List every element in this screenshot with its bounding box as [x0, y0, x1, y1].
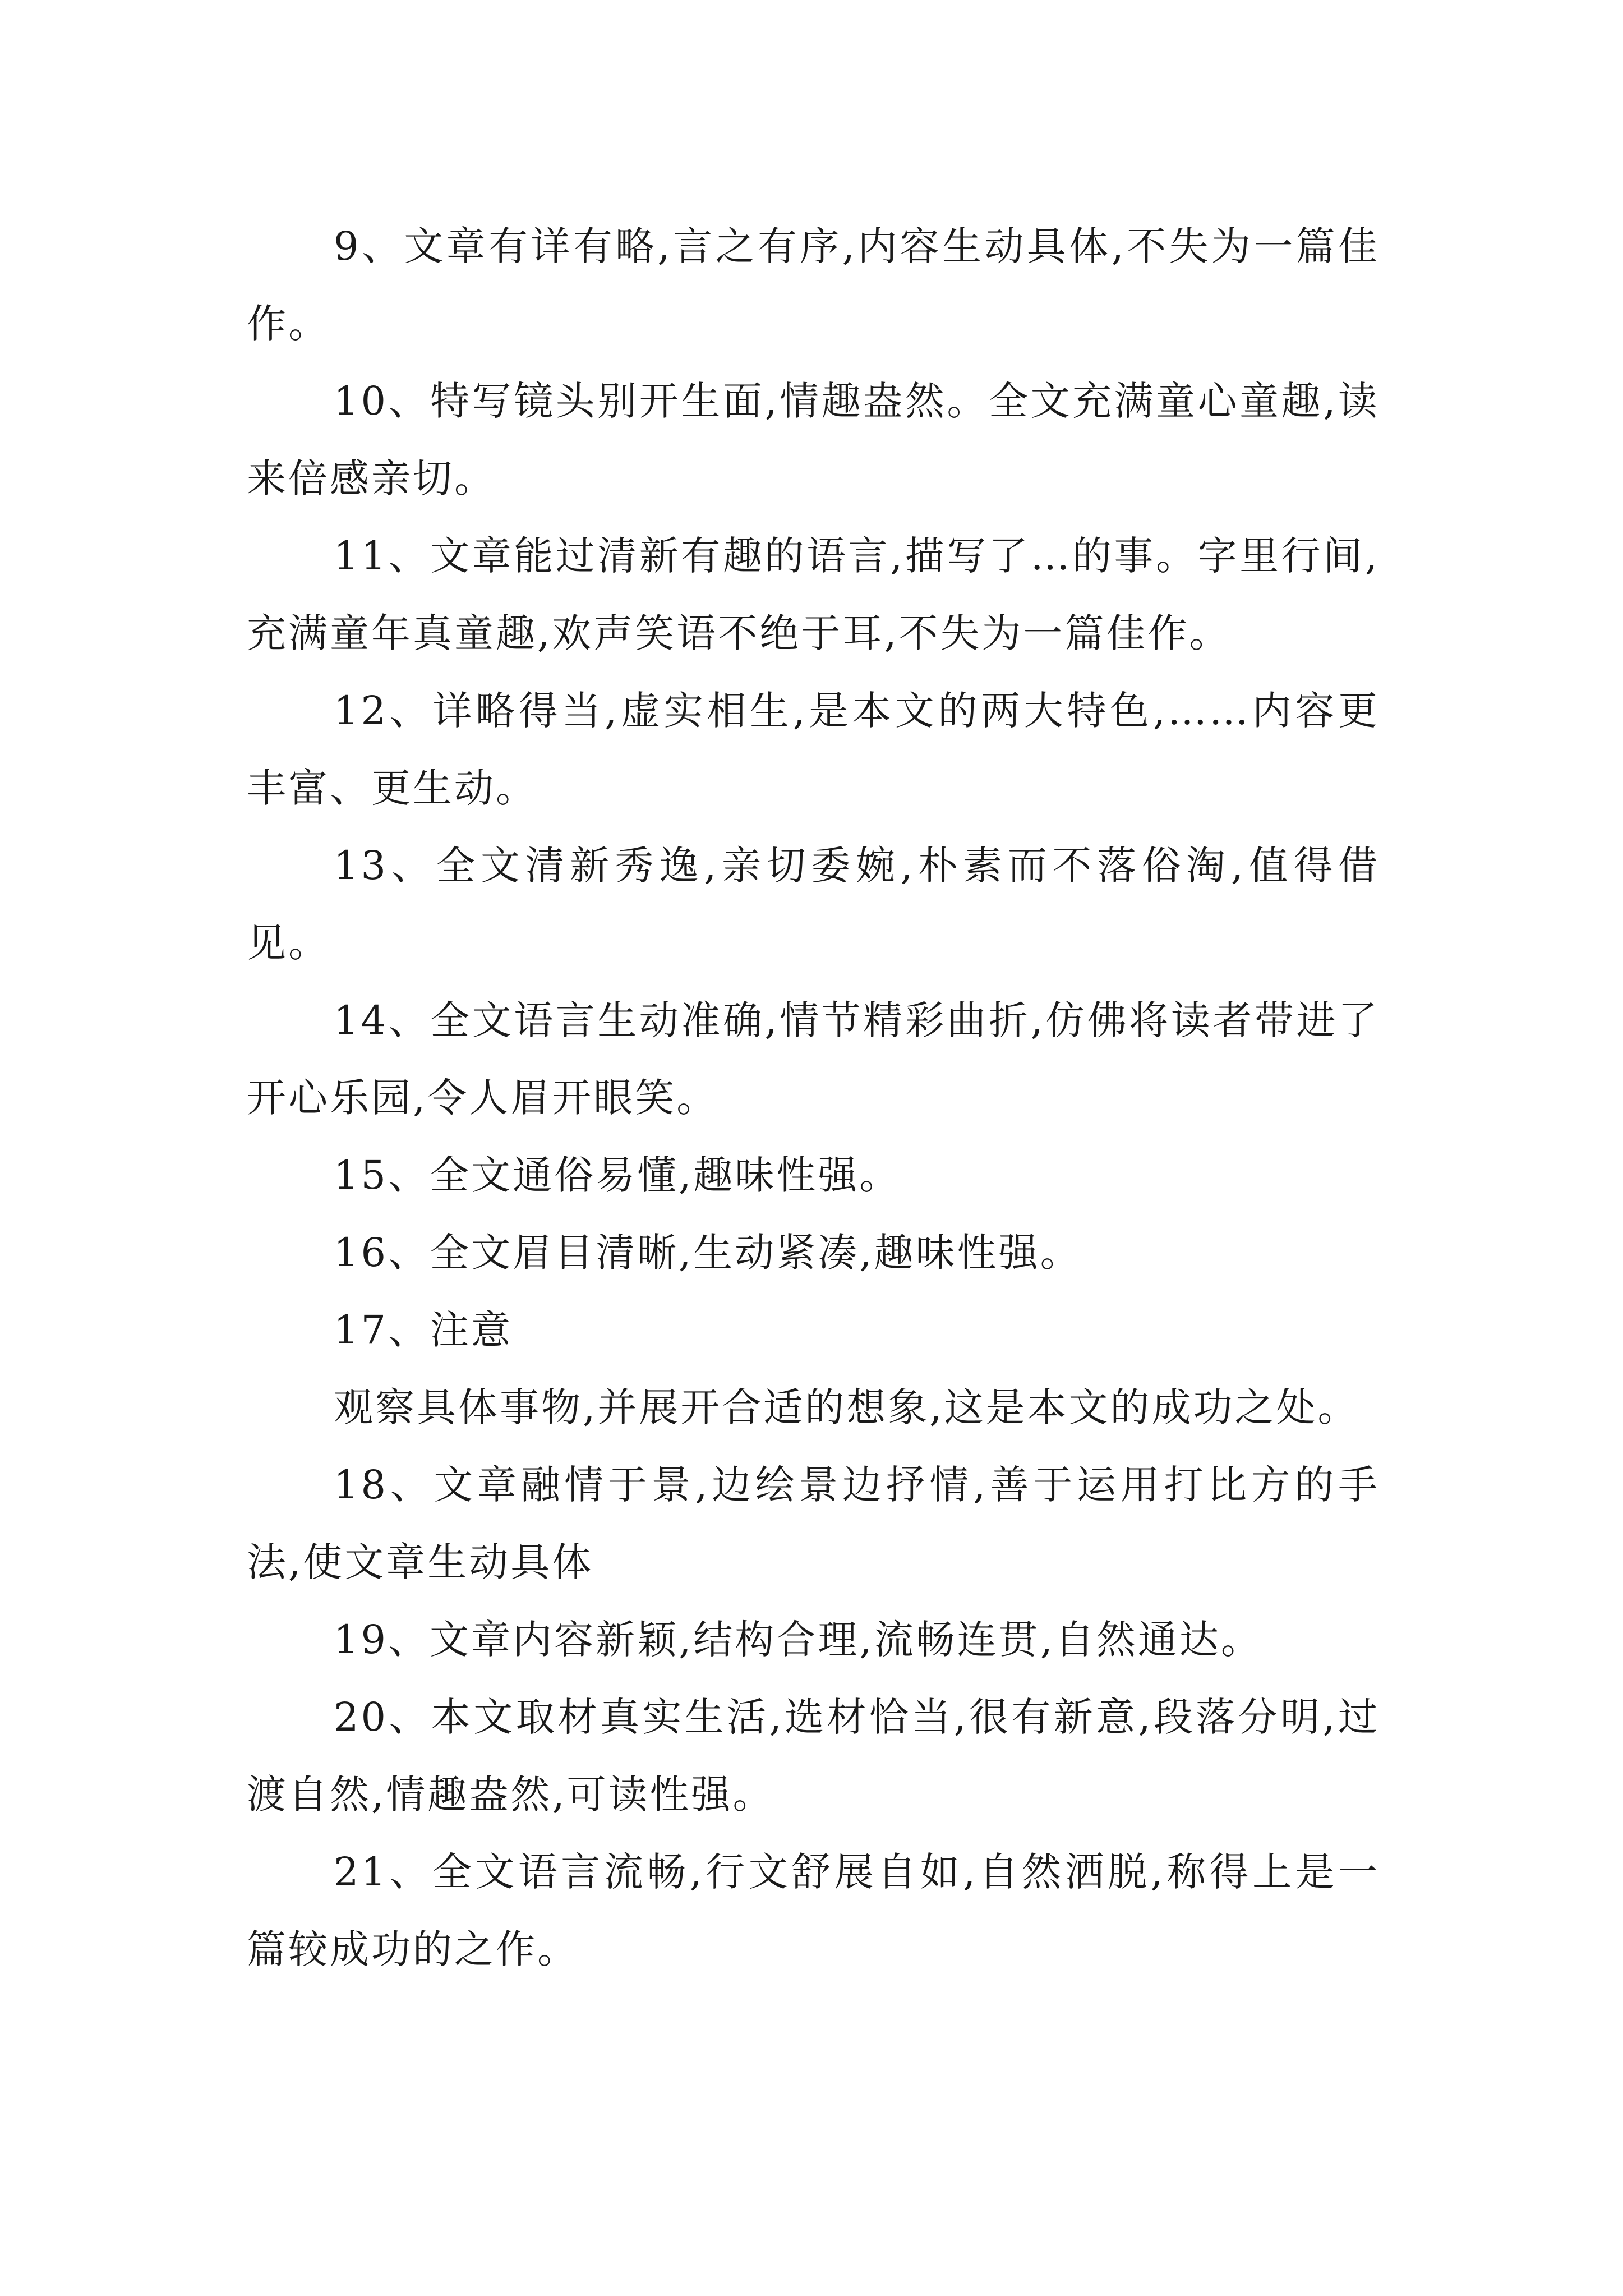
paragraph-10: 10、特写镜头别开生面,情趣盎然。全文充满童心童趣,读来倍感亲切。 — [247, 378, 1380, 501]
paragraph-14: 14、全文语言生动准确,情节精彩曲折,仿佛将读者带进了开心乐园,令人眉开眼笑。 — [247, 997, 1380, 1121]
paragraph-15: 15、全文通俗易懂,趣味性强。 — [334, 1152, 901, 1198]
paragraph-21: 21、全文语言流畅,行文舒展自如,自然洒脱,称得上是一篇较成功的之作。 — [247, 1849, 1380, 1972]
paragraph-9: 9、文章有详有略,言之有序,内容生动具体,不失为一篇佳作。 — [247, 223, 1380, 347]
paragraph-20: 20、本文取材真实生活,选材恰当,很有新意,段落分明,过渡自然,情趣盎然,可读性强。 — [247, 1694, 1380, 1818]
paragraph-16: 16、全文眉目清晰,生动紧凑,趣味性强。 — [334, 1230, 1082, 1276]
paragraph-17-body: 观察具体事物,并展开合适的想象,这是本文的成功之处。 — [334, 1384, 1359, 1430]
page-body — [247, 208, 1380, 1988]
paragraph-13: 13、全文清新秀逸,亲切委婉,朴素而不落俗淘,值得借见。 — [247, 843, 1380, 966]
paragraph-18: 18、文章融情于景,边绘景边抒情,善于运用打比方的手法,使文章生动具体 — [247, 1462, 1380, 1585]
paragraph-19: 19、文章内容新颖,结构合理,流畅连贯,自然通达。 — [334, 1617, 1262, 1663]
paragraph-12: 12、详略得当,虚实相生,是本文的两大特色,……内容更丰富、更生动。 — [247, 688, 1380, 811]
paragraph-17-heading: 17、注意 — [334, 1307, 513, 1353]
paragraph-11: 11、文章能过清新有趣的语言,描写了…的事。字里行间,充满童年真童趣,欢声笑语不绝于耳,不失为一篇佳作。 — [247, 533, 1380, 656]
